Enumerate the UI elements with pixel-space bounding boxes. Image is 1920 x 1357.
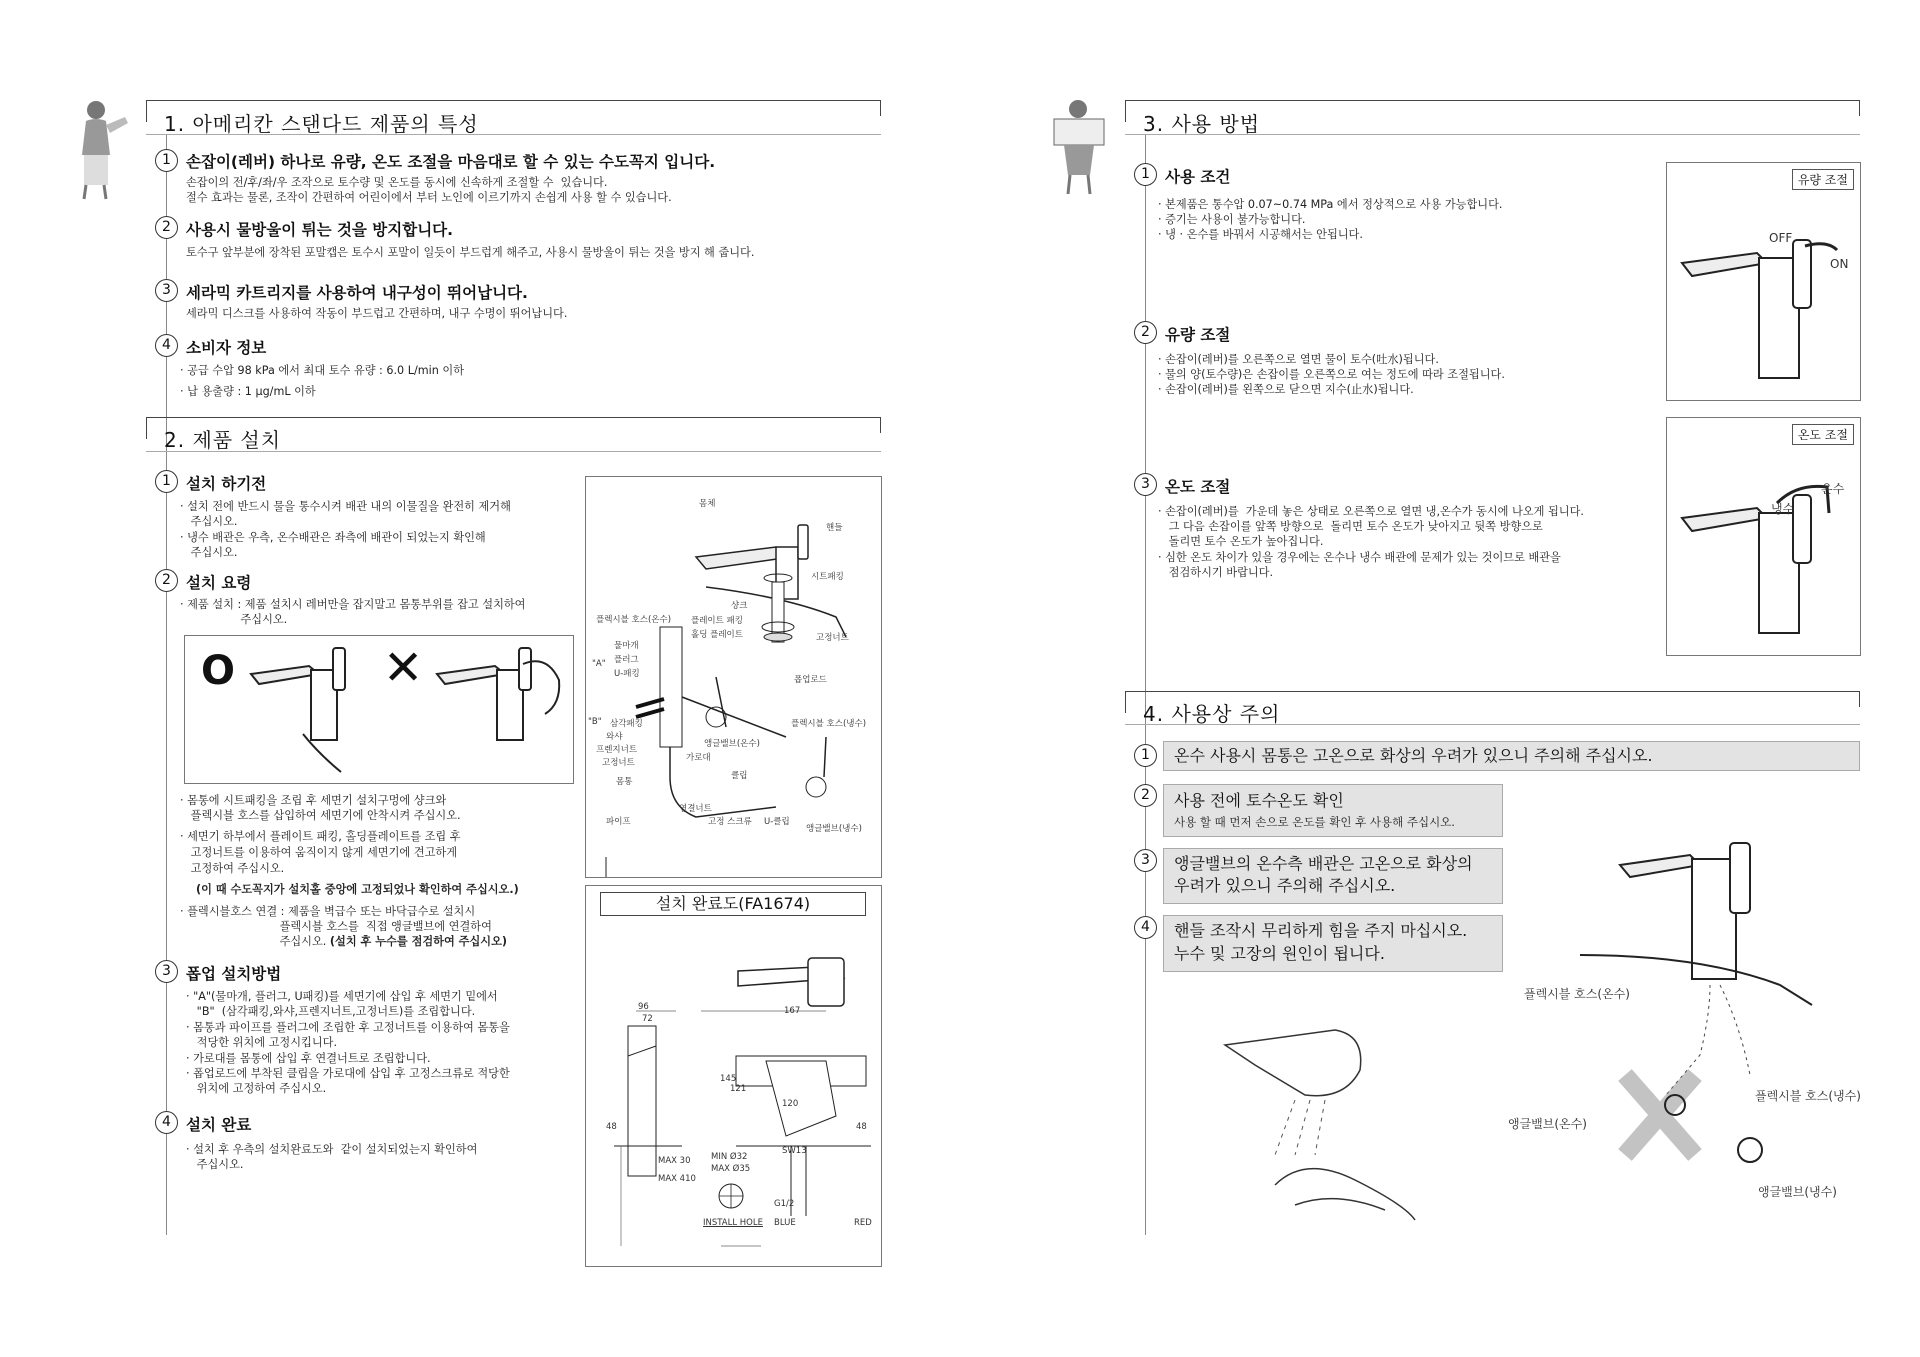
item-number: 2 <box>1134 784 1157 807</box>
angle-valve-hot-label: 앵글밸브(온수) <box>1508 1117 1587 1131</box>
item-number: 2 <box>155 216 178 239</box>
install-text: 고정너트를 이용하여 움직이지 않게 세면기에 견고하게 <box>180 846 458 859</box>
dimension-label: RED <box>854 1218 872 1228</box>
section-4-title: 4. 사용상 주의 <box>1143 702 1281 726</box>
item-number: 1 <box>155 470 178 493</box>
flow-tag: 유량 조절 <box>1792 169 1854 190</box>
faucet-temp-icon <box>1677 473 1852 648</box>
caution-box <box>1163 741 1860 771</box>
installation-complete-diagram <box>585 885 882 1267</box>
dimension-label: INSTALL HOLE <box>703 1218 763 1228</box>
dimension-label: BLUE <box>774 1218 796 1228</box>
part-label: 가로대 <box>686 753 711 763</box>
install-text: 플렉시블 호스를 삽입하여 세면기에 안착시켜 주십시오. <box>180 809 461 822</box>
section-1-title: 1. 아메리칸 스탠다드 제품의 특성 <box>164 112 479 136</box>
dimension-label: MIN Ø32 <box>711 1152 748 1162</box>
usage-text: · 증기는 사용이 불가능합니다. <box>1158 213 1306 226</box>
dimension-label: SW13 <box>782 1146 807 1156</box>
install-text: 주십시오. <box>180 546 238 559</box>
part-label: 몸체 <box>699 499 716 509</box>
install-text: · 몸통과 파이프를 플러그에 조립한 후 고정너트를 이용하여 몸통을 <box>186 1021 510 1034</box>
usage-text: 점검하시기 바랍니다. <box>1158 566 1274 579</box>
complete-diagram-title: 설치 완료도(FA1674) <box>600 892 866 916</box>
consumer-info: · 납 용출량 : 1 μg/mL 이하 <box>180 385 316 398</box>
part-label: 몸통 <box>616 777 633 787</box>
usage-text: · 손잡이(레버)를 오른쪽으로 열면 물이 토수(吐水)됩니다. <box>1158 353 1439 366</box>
correct-mark: O <box>201 648 236 694</box>
install-text: "B" (삼각패킹,와샤,프렌지너트,고정너트)를 조립합니다. <box>186 1005 476 1018</box>
part-label: 삼각패킹 <box>610 719 643 729</box>
section-1-bracket <box>146 100 147 122</box>
install-text: · 세면기 하부에서 플레이트 패킹, 홀딩플레이트를 조립 후 <box>180 830 461 843</box>
part-label: "A" <box>592 659 606 669</box>
item-number: 2 <box>155 569 178 592</box>
caution-text: 앵글밸브의 온수측 배관은 고온으로 화상의 <box>1174 854 1473 873</box>
part-label: 홀딩 플레이트 <box>691 630 743 640</box>
install-text: · 폽업로드에 부착된 클립을 가로대에 삽입 후 고정스크류로 적당한 <box>186 1067 510 1080</box>
part-label: 와샤 <box>606 732 623 742</box>
on-label: ON <box>1830 257 1849 271</box>
part-label: 플렉시블 호스(냉수) <box>791 719 867 729</box>
part-label: 플렉시블 호스(온수) <box>596 615 672 625</box>
part-label: 시트패킹 <box>811 572 844 582</box>
install-heading: 폽업 설치방법 <box>186 965 282 983</box>
section-4-rule <box>1125 691 1860 692</box>
caution-text: 우려가 있으니 주의해 주십시오. <box>1174 876 1396 895</box>
usage-text: · 물의 양(토수량)은 손잡이를 오른쪽으로 여는 정도에 따라 조절됩니다. <box>1158 368 1505 381</box>
usage-text: · 손잡이(레버)를 왼쪽으로 닫으면 지수(止水)됩니다. <box>1158 383 1414 396</box>
install-text: · 플렉시블호스 연결 : 제품을 벽급수 또는 바닥급수로 설치시 <box>180 905 476 918</box>
temp-tag: 온도 조절 <box>1792 424 1854 445</box>
flow-adjust-illustration <box>1666 162 1861 401</box>
item-number: 1 <box>155 149 178 172</box>
feature-text: 토수구 앞부분에 장착된 포말캡은 토수시 포말이 일듯이 부드럽게 해주고, 사용시 물방울이 튀는 것을 방지 해 줍니다. <box>186 246 755 259</box>
part-label: 파이프 <box>606 817 631 827</box>
item-number: 4 <box>155 1111 178 1134</box>
usage-heading: 유량 조절 <box>1165 326 1231 344</box>
item-number: 3 <box>155 960 178 983</box>
install-text: · 냉수 배관은 우측, 온수배관은 좌측에 배관이 되었는지 확인해 <box>180 531 486 544</box>
caution-text: 핸들 조작시 무리하게 힘을 주지 마십시오. <box>1174 921 1468 940</box>
dimension-label: 120 <box>782 1099 799 1109</box>
part-label: 고정너트 <box>816 633 849 643</box>
section-2-title: 2. 제품 설치 <box>164 428 282 452</box>
install-heading: 설치 완료 <box>186 1116 252 1134</box>
caution-box <box>1163 784 1503 837</box>
faucet-wrong-icon <box>435 644 565 774</box>
dimension-label: MAX 410 <box>658 1174 696 1184</box>
usage-text: · 본제품은 통수압 0.07~0.74 MPa 에서 정상적으로 사용 가능합니다. <box>1158 198 1503 211</box>
caution-text: 사용 전에 토수온도 확인 <box>1174 791 1344 810</box>
part-label: U-클립 <box>764 817 790 827</box>
consumer-info: · 공급 수압 98 kPa 에서 최대 토수 유량 : 6.0 L/min 이하 <box>180 364 465 377</box>
feature-heading: 사용시 물방울이 튀는 것을 방지합니다. <box>186 221 454 239</box>
part-label: U-패킹 <box>614 669 640 679</box>
part-label: 앵글밸브(냉수) <box>806 824 862 834</box>
install-text: · 제품 설치 : 제품 설치시 레버만을 잡지말고 몸통부위를 잡고 설치하여 <box>180 598 526 611</box>
install-text: · 설치 후 우측의 설치완료도와 같이 설치되었는지 확인하여 <box>186 1143 478 1156</box>
install-text: 위치에 고정하여 주십시오. <box>186 1082 327 1095</box>
install-text: 주십시오. <box>180 515 238 528</box>
faucet-correct-icon <box>249 644 369 774</box>
section-1-rule <box>146 100 881 101</box>
install-text: · "A"(물마개, 플러그, U패킹)를 세면기에 삽입 후 세면기 밑에서 <box>186 990 498 1003</box>
item-number: 4 <box>1134 916 1157 939</box>
install-text <box>180 934 507 949</box>
exploded-parts-diagram <box>585 476 882 878</box>
part-label: 폽업로드 <box>794 675 827 685</box>
leak-check-note: (설치 후 누수를 점검하여 주십시오) <box>329 935 508 948</box>
off-label: OFF <box>1769 231 1793 245</box>
install-text: · 가로대를 몸통에 삽입 후 연결너트로 조립합니다. <box>186 1052 431 1065</box>
dimension-label: MAX 30 <box>658 1156 691 1166</box>
temperature-adjust-illustration <box>1666 417 1861 656</box>
usage-text: 돌리면 토수 온도가 높아집니다. <box>1158 535 1324 548</box>
angle-valve-warning-illustration <box>1580 835 1880 1235</box>
dimension-label: 48 <box>856 1122 867 1132</box>
usage-text: · 손잡이(레버)를 가운데 놓은 상태로 오른쪽으로 열면 냉,온수가 동시에 나오게 됩니다. <box>1158 505 1584 518</box>
install-text-part: 주십시오. <box>180 935 330 948</box>
part-label: 샹크 <box>731 601 748 611</box>
part-label: 플레이트 패킹 <box>691 616 743 626</box>
feature-heading: 손잡이(레버) 하나로 유량, 온도 조절을 마음대로 할 수 있는 수도꼭지 입니다. <box>186 153 716 171</box>
hot-label: 온수 <box>1821 482 1845 496</box>
item-number: 3 <box>1134 473 1157 496</box>
dimension-label: 145 <box>720 1074 737 1084</box>
usage-text: 그 다음 손잡이를 앞쪽 방향으로 돌리면 토수 온도가 낮아지고 뒷쪽 방향으로 <box>1158 520 1543 533</box>
faucet-flow-icon <box>1677 218 1852 393</box>
caution-subtext: 사용 할 때 먼저 손으로 온도를 확인 후 사용해 주십시오. <box>1174 815 1455 829</box>
install-heading: 설치 요령 <box>186 574 252 592</box>
feature-heading: 세라믹 카트리지를 사용하여 내구성이 뛰어납니다. <box>186 284 528 302</box>
dimension-label: 121 <box>730 1084 747 1094</box>
section-2-rule <box>146 417 881 418</box>
item-number: 3 <box>1134 849 1157 872</box>
install-text: 주십시오. <box>180 613 288 626</box>
dimension-label: 167 <box>784 1006 801 1016</box>
dimension-label: 72 <box>642 1014 653 1024</box>
feature-text: 손잡이의 전/후/좌/우 조작으로 토수량 및 온도를 동시에 신속하게 조절할 수 있습니다. <box>186 176 608 189</box>
item-number: 1 <box>1134 744 1157 767</box>
install-text: 주십시오. <box>186 1158 244 1171</box>
install-heading: 설치 하기전 <box>186 475 267 493</box>
section-3-title: 3. 사용 방법 <box>1143 112 1261 136</box>
caution-box <box>1163 848 1503 904</box>
usage-text: · 냉 · 온수를 바꿔서 시공해서는 안됩니다. <box>1158 228 1363 241</box>
part-label: 핸들 <box>826 523 843 533</box>
install-text: 적당한 위치에 고정시킵니다. <box>186 1036 338 1049</box>
right-margin-line <box>1145 135 1146 1235</box>
part-label: 고정 스크류 <box>708 817 752 827</box>
hand-test-water-illustration <box>1215 1005 1465 1230</box>
part-label: 고정너트 <box>602 758 635 768</box>
part-label: 앵글밸브(온수) <box>704 739 760 749</box>
part-label: 물마개 <box>614 641 639 651</box>
presenter-figure-right <box>1044 95 1114 195</box>
item-number: 4 <box>155 334 178 357</box>
section-3-rule <box>1125 100 1860 101</box>
caution-box <box>1163 915 1503 972</box>
dimension-label: 48 <box>606 1122 617 1132</box>
part-label: "B" <box>588 717 602 727</box>
install-note: (이 때 수도꼭지가 설치홀 중앙에 고정되었나 확인하여 주십시오.) <box>196 883 519 896</box>
install-text: · 몸통에 시트패킹을 조립 후 세면기 설치구멍에 샹크와 <box>180 794 447 807</box>
caution-text: 온수 사용시 몸통은 고온으로 화상의 우려가 있으니 주의해 주십시오. <box>1174 746 1653 765</box>
holding-illustration <box>184 635 574 784</box>
caution-text: 누수 및 고장의 원인이 됩니다. <box>1174 944 1385 963</box>
install-text: 플렉시블 호스를 직접 앵글밸브에 연결하여 <box>180 920 492 933</box>
angle-valve-cold-label: 앵글밸브(냉수) <box>1758 1185 1837 1199</box>
feature-heading: 소비자 정보 <box>186 339 267 357</box>
usage-heading: 사용 조건 <box>1165 168 1231 186</box>
part-label: 플러그 <box>614 655 639 665</box>
usage-heading: 온도 조절 <box>1165 478 1231 496</box>
item-number: 2 <box>1134 321 1157 344</box>
item-number: 1 <box>1134 163 1157 186</box>
dimension-label: MAX Ø35 <box>711 1164 751 1174</box>
usage-text: · 심한 온도 차이가 있을 경우에는 온수나 냉수 배관에 문제가 있는 것이므로 배관을 <box>1158 551 1561 564</box>
flex-hose-hot-label: 플렉시블 호스(온수) <box>1524 987 1630 1001</box>
item-number: 3 <box>155 279 178 302</box>
dimension-label: G1/2 <box>774 1199 795 1209</box>
wrong-mark: ✕ <box>383 640 424 696</box>
flex-hose-cold-label: 플렉시블 호스(냉수) <box>1755 1089 1861 1103</box>
install-text: 고정하여 주십시오. <box>180 862 285 875</box>
part-label: 클립 <box>731 771 748 781</box>
dimension-label: 96 <box>638 1002 649 1012</box>
part-label: 연결너트 <box>679 804 712 814</box>
feature-text: 세라믹 디스크를 사용하여 작동이 부드럽고 간편하며, 내구 수명이 뛰어납니다. <box>186 307 568 320</box>
feature-text: 절수 효과는 물론, 조작이 간편하여 어린이에서 부터 노인에 이르기까지 손쉽게 사용 할 수 있습니다. <box>186 191 672 204</box>
cold-label: 냉수 <box>1771 502 1795 516</box>
install-text: · 설치 전에 반드시 물을 통수시켜 배관 내의 이물질을 완전히 제거해 <box>180 500 511 513</box>
presenter-figure-left <box>70 95 132 200</box>
part-label: 프렌지너트 <box>596 745 638 755</box>
